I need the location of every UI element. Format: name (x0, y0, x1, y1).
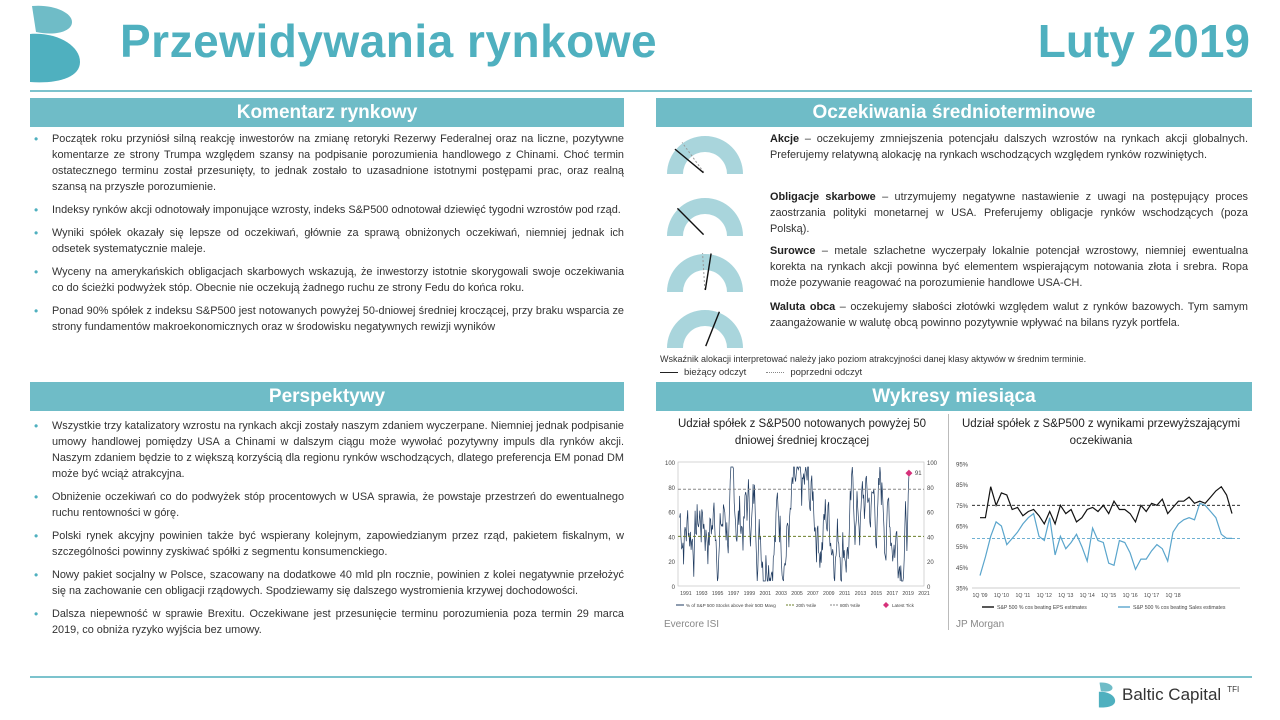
expectation-text: – oczekujemy słabości złotówki względem walut z rynków bazowych. Tym samym zaangażowanie w walutę obcą powinno pozytywnie wpływać na bilans ryzyk portfela. (770, 301, 1248, 329)
chart2-ytick: 45% (955, 565, 968, 572)
list-item: • Obniżenie oczekiwań co do podwyżek stóp procentowych w USA sprawia, że powstaje przestrzeń do ewentualnego ruchu rentowności w górę. (32, 489, 624, 521)
expectation-waluta (770, 299, 1248, 331)
chart1-svg (660, 456, 944, 616)
gauge-arc (667, 310, 743, 348)
chart2-xtick: 1Q '12 (1036, 593, 1052, 599)
brand-suffix: TFI (1227, 684, 1240, 694)
chart1-xtick: 2011 (839, 591, 851, 597)
expectation-akcje (770, 131, 1248, 163)
section-header-charts: Wykresy miesiąca (656, 382, 1252, 411)
list-item: • Indeksy rynków akcji odnotowały imponujące wzrosty, indeks S&P500 odnotował dziewięć tygodni wzrostów pod rząd. (32, 202, 624, 218)
chart2-xtick: 1Q '17 (1144, 593, 1160, 599)
chart1-xtick: 2005 (791, 591, 803, 597)
chart1-xtick: 1993 (696, 591, 708, 597)
chart1-legend-label: % of S&P 500 Stocks above their 50D Mavg (686, 603, 776, 608)
chart1-title: Udział spółek z S&P500 notowanych powyżej 50 dniowej średniej kroczącej (677, 418, 927, 447)
page-date: Luty 2019 (1037, 15, 1250, 67)
list-item: • Nowy pakiet socjalny w Polsce, szacowany na dodatkowe 40 mld pln rocznie, powinien z kolei negatywnie przełożyć się na zachowanie cen obligacji rządowych. Spodziewamy się dalszego wystromienia krzywej dochodowości. (32, 567, 624, 599)
gauge-arc (667, 136, 743, 174)
chart1-ytick-left: 60 (668, 510, 675, 517)
chart1-ytick-left: 20 (668, 560, 675, 567)
brand-name: Baltic Capital (1122, 685, 1222, 704)
chart1-xtick: 2009 (823, 591, 835, 597)
chart1-ytick-right: 20 (927, 560, 934, 567)
list-item: • Polski rynek akcyjny powinien także być wspierany kolejnym, zapowiedzianym przez rząd, pakietem fiskalnym, w szczególności powinny zyskiwać spółki z segmentu konsumenckiego. (32, 528, 624, 560)
list-item: • Ponad 90% spółek z indeksu S&P500 jest notowanych powyżej 50-dniowej średniej kroczącej, przy braku wsparcia ze strony fundamentów makroekonomicznych oraz w środowisku negatywnych rewizji wyników (32, 303, 624, 335)
brand-logo-icon (1098, 682, 1116, 708)
chart1-ytick-right: 0 (927, 585, 931, 591)
chart1-legend-swatch (883, 602, 889, 608)
chart1-xtick: 2019 (902, 591, 914, 597)
chart2-xtick: 1Q '15 (1101, 593, 1117, 599)
list-item: • Dalsza niepewność w sprawie Brexitu. Oczekiwane jest przesunięcie terminu porozumienia poza termin 29 marca 2019, co obniża ryzyko wyjścia bez umowy. (32, 606, 624, 638)
chart1-latest-marker (905, 470, 912, 477)
chart1-ytick-left: 40 (668, 535, 675, 542)
chart2-legend-label: S&P 500 % cos beating Sales estimates (1133, 605, 1226, 611)
chart2-ytick: 95% (955, 462, 968, 469)
gauge-obligacje (664, 192, 746, 238)
brand-footer (1098, 682, 1239, 708)
top-divider (30, 90, 1252, 92)
expectation-surowce (770, 243, 1248, 291)
baltic-logo-icon (28, 4, 82, 84)
gauge-arc (667, 254, 743, 292)
chart2-title: Udział spółek z S&P500 z wynikami przewyższającymi oczekiwania (961, 418, 1240, 447)
chart1-ytick-left: 80 (668, 485, 675, 492)
gauge-arc (667, 198, 743, 236)
chart2-source: JP Morgan (956, 619, 1005, 630)
list-item: • Wyniki spółek okazały się lepsze od oczekiwań, głównie za sprawą obniżonych oczekiwań, niemniej jednak ich odsetek systematycznie maleje. (32, 225, 624, 257)
chart2-xtick: 1Q '18 (1165, 593, 1181, 599)
chart2-ytick: 35% (955, 586, 968, 593)
gauge-waluta (664, 304, 746, 350)
legend-solid-swatch (660, 372, 678, 373)
chart2-svg (950, 456, 1250, 616)
chart1-ytick-left: 0 (671, 585, 675, 591)
chart2-xtick: 1Q '09 (972, 593, 988, 599)
chart1-source: Evercore ISI (664, 619, 720, 630)
list-item: • Wyceny na amerykańskich obligacjach skarbowych wskazują, że inwestorzy istotnie skorygowali swoje oczekiwania co do ścieżki podwyżek stóp. Obecnie nie oczekują żadnego ruchu ze strony Fedu do końca roku. (32, 264, 624, 296)
chart1-xtick: 2013 (854, 591, 867, 597)
chart1-legend-label: Latest Tick (892, 603, 914, 608)
list-item: • Wszystkie trzy katalizatory wzrostu na rynkach akcji zostały naszym zdaniem wyczerpane. Niemniej jednak podpisanie umowy handlowej pomiędzy USA a Chinami w dalszym ciągu może wywołać pozytywny impuls dla rynków akcji. Naszym zdaniem będzie to z większą korzyścią dla regionu rynków wschodzących, dlatego preferencja EM ponad DM może być wciąż atrakcyjna. (32, 418, 624, 482)
chart2-ytick: 65% (955, 524, 968, 531)
expectation-label: Obligacje skarbowe (770, 191, 876, 203)
section-header-perspectives: Perspektywy (30, 382, 624, 411)
chart1-legend-label: 80th %tile (840, 603, 861, 608)
chart2-xtick: 1Q '11 (1015, 593, 1031, 599)
chart1-series-line (680, 467, 909, 581)
chart2-xtick: 1Q '10 (993, 593, 1010, 599)
chart1-latest-label: 91 (914, 471, 922, 478)
legend-dotted-swatch (766, 372, 784, 373)
chart1-xtick: 2001 (759, 591, 772, 597)
gauge-legend (660, 367, 862, 378)
chart1-xtick: 2017 (886, 591, 899, 597)
chart1-xtick: 2003 (775, 591, 787, 597)
chart1-xtick: 1999 (743, 591, 756, 597)
chart2-ytick: 55% (955, 545, 968, 552)
perspectives-list (32, 418, 624, 645)
chart1-ytick-right: 100 (927, 461, 938, 467)
chart2-xtick: 1Q '16 (1122, 593, 1138, 599)
chart1-legend-label: 20th %tile (796, 603, 817, 608)
section-header-expectations: Oczekiwania średnioterminowe (656, 98, 1252, 127)
chart1-ytick-right: 80 (927, 485, 934, 492)
legend-previous-label: poprzedni odczyt (790, 367, 863, 378)
section-header-comment: Komentarz rynkowy (30, 98, 624, 127)
charts-divider (948, 414, 949, 630)
expectation-text: – oczekujemy zmniejszenia potencjału dalszych wzrostów na rynkach akcji globalnych. Preferujemy relatywną alokację na rynkach wschodzących względem rynków rozwiniętych. (770, 133, 1248, 161)
chart1-ytick-right: 40 (927, 535, 934, 542)
chart2-legend-label: S&P 500 % cos beating EPS estimates (997, 605, 1087, 611)
bottom-divider (30, 676, 1252, 678)
legend-current-label: bieżący odczyt (684, 367, 747, 378)
chart2-xtick: 1Q '13 (1058, 593, 1074, 599)
expectation-obligacje (770, 189, 1248, 237)
expectation-text: – utrzymujemy negatywne nastawienie z uwagi na postępujący proces zaostrzania polityki monetarnej w USA. Preferujemy obligacje rynków wschodzących (poza Polską). (770, 191, 1249, 235)
expectation-label: Surowce (770, 245, 816, 257)
chart1-ytick-left: 100 (664, 461, 675, 467)
list-item: • Początek roku przyniósł silną reakcję inwestorów na zmianę retoryki Rezerwy Federalnej oraz na liczne, pozytywne komentarze ze strony Trumpa względem szansy na podpisanie porozumienia handlowego z Chinami. Choć termin ostatecznego terminu został przesunięty, to jednak zostało to uzasadnione istotnymi postępami prac, oraz realną szansą na przyszłe porozumienie. (32, 131, 624, 195)
chart1-xtick: 2007 (807, 591, 819, 597)
gauge-surowce (664, 248, 746, 294)
chart2-xtick: 1Q '14 (1079, 593, 1095, 599)
gauge-akcje (664, 130, 746, 176)
chart1-xtick: 1997 (727, 591, 740, 597)
chart1-xtick: 2015 (870, 591, 883, 597)
expectation-label: Akcje (770, 133, 800, 145)
page-title: Przewidywania rynkowe (120, 15, 658, 67)
chart1-xtick: 2021 (918, 591, 930, 597)
chart2-ytick: 75% (955, 503, 968, 510)
chart1-xtick: 1991 (680, 591, 692, 597)
expectation-label: Waluta obca (770, 301, 836, 313)
comment-list (32, 131, 624, 342)
chart1-xtick: 1995 (711, 591, 724, 597)
gauge-note: Wskaźnik alokacji interpretować należy jako poziom atrakcyjności danej klasy aktywów w średnim terminie. (660, 354, 1087, 364)
chart2-series-line (980, 503, 1232, 575)
chart2-ytick: 85% (955, 483, 968, 490)
expectation-text: – metale szlachetne wyczerpały lokalnie potencjał wzrostowy, niemniej ewentualna korekta na rynkach akcji powinna być elementem wspierającym notowania złota i srebra. Ropa może pozywanie reagować na porozumienie handlowe USA-CH. (770, 245, 1248, 289)
chart1-ytick-right: 60 (927, 510, 934, 517)
